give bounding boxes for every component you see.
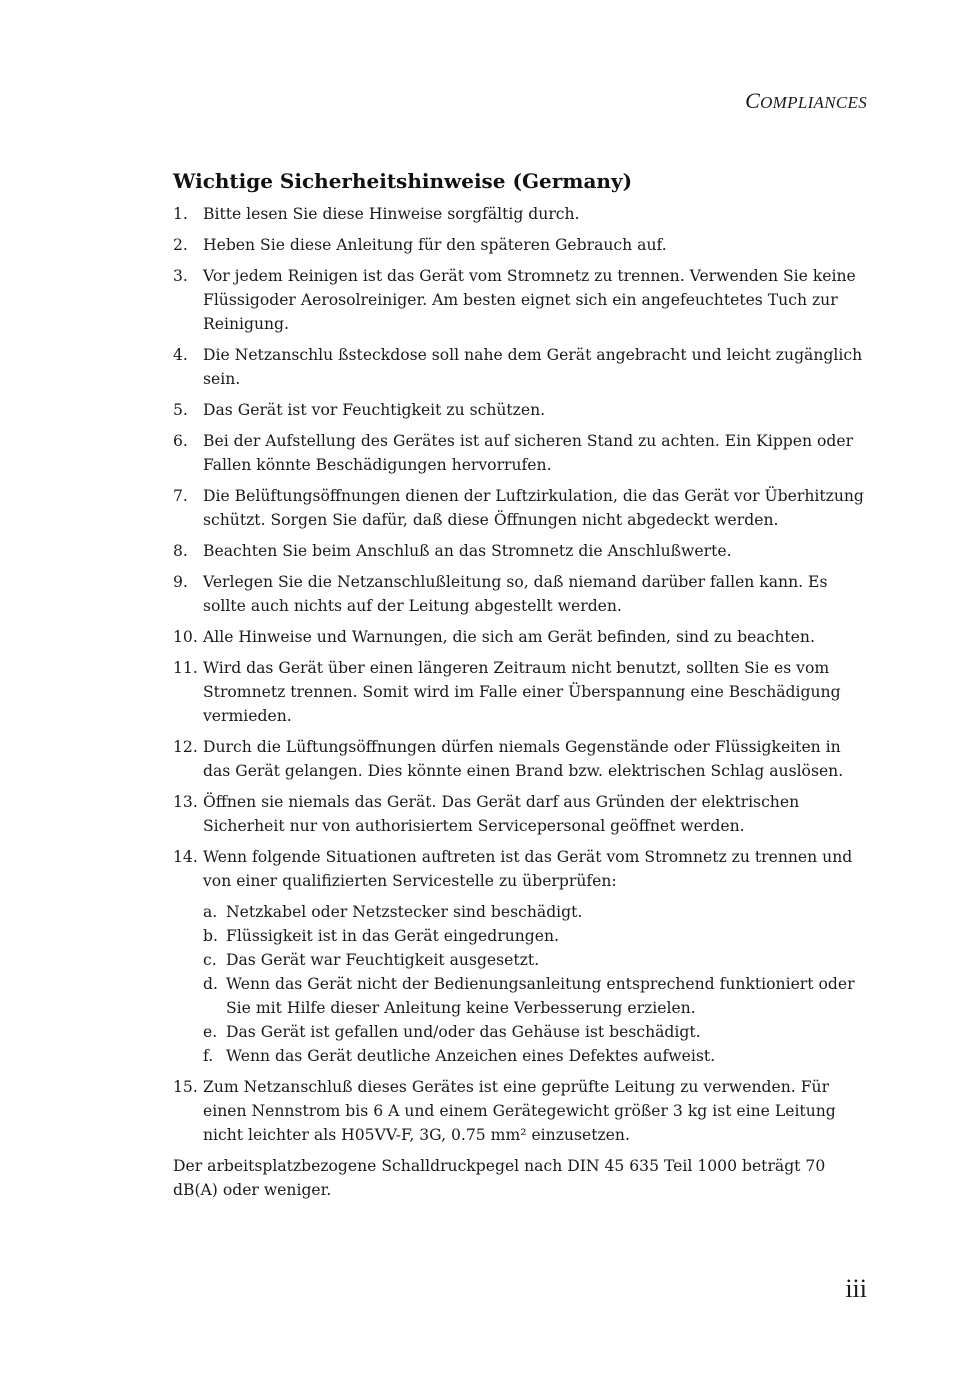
item-text: Verlegen Sie die Netzanschlußleitung so, daß niemand darüber fallen kann. Es sollte auch nichts auf der Leitung abgestellt werden. <box>203 573 828 615</box>
item-number: 5. <box>173 401 188 419</box>
item-text: Bitte lesen Sie diese Hinweise sorgfältig durch. <box>203 205 580 223</box>
item-number: 7. <box>173 487 188 505</box>
list-item <box>173 625 867 649</box>
item-text: Öffnen sie niemals das Gerät. Das Gerät darf aus Gründen der elektrischen Sicherheit nur von authorisiertem Servicepersonal geöffnet werden. <box>203 793 800 835</box>
noise-level-statement: Der arbeitsplatzbezogene Schalldruckpegel nach DIN 45 635 Teil 1000 beträgt 70 dB(A) oder weniger. <box>173 1157 826 1199</box>
item-number: 6. <box>173 432 188 450</box>
sub-list-item <box>203 948 867 972</box>
item-text: Durch die Lüftungsöffnungen dürfen niemals Gegenstände oder Flüssigkeiten in das Gerät gelangen. Dies könnte einen Brand bzw. elektrischen Schlag auslösen. <box>203 738 844 780</box>
sub-list <box>203 900 867 1068</box>
page-content <box>173 166 867 1202</box>
running-head <box>745 88 867 114</box>
item-text: Wenn folgende Situationen auftreten ist das Gerät vom Stromnetz zu trennen und von einer qualifizierten Servicestelle zu überprüfen: <box>203 848 853 890</box>
sub-item-letter: e. <box>203 1023 218 1041</box>
item-number: 13. <box>173 793 198 811</box>
sub-item-text: Netzkabel oder Netzstecker sind beschädigt. <box>226 903 583 921</box>
item-number: 4. <box>173 346 188 364</box>
item-text: Beachten Sie beim Anschluß an das Stromnetz die Anschlußwerte. <box>203 542 732 560</box>
list-item <box>173 656 867 728</box>
sub-item-text: Das Gerät war Feuchtigkeit ausgesetzt. <box>226 951 540 969</box>
list-item <box>173 790 867 838</box>
item-number: 10. <box>173 628 198 646</box>
sub-list-item <box>203 972 867 1020</box>
sub-list-item <box>203 1044 867 1068</box>
list-item <box>173 484 867 532</box>
item-text: Die Belüftungsöffnungen dienen der Luftzirkulation, die das Gerät vor Überhitzung schützt. Sorgen Sie dafür, daß diese Öffnungen nicht abgedeckt werden. <box>203 487 864 529</box>
list-item <box>173 570 867 618</box>
item-number: 8. <box>173 542 188 560</box>
list-item <box>173 398 867 422</box>
item-number: 11. <box>173 659 198 677</box>
item-number: 15. <box>173 1078 198 1096</box>
sub-item-text: Wenn das Gerät deutliche Anzeichen eines Defektes aufweist. <box>226 1047 716 1065</box>
item-text: Alle Hinweise und Warnungen, die sich am Gerät befinden, sind zu beachten. <box>203 628 815 646</box>
sub-list-item <box>203 924 867 948</box>
sub-item-letter: a. <box>203 903 218 921</box>
sub-list-item <box>203 1020 867 1044</box>
item-number: 3. <box>173 267 188 285</box>
sub-item-text: Das Gerät ist gefallen und/oder das Gehäuse ist beschädigt. <box>226 1023 701 1041</box>
item-number: 2. <box>173 236 188 254</box>
list-item <box>173 539 867 563</box>
item-text: Die Netzanschlu ßsteckdose soll nahe dem Gerät angebracht und leicht zugänglich sein. <box>203 346 863 388</box>
item-text: Wird das Gerät über einen längeren Zeitraum nicht benutzt, sollten Sie es vom Stromnetz trennen. Somit wird im Falle einer Überspannung eine Beschädigung vermieden. <box>203 659 841 725</box>
section-title: Wichtige Sicherheitshinweise (Germany) <box>173 169 633 193</box>
sub-item-text: Wenn das Gerät nicht der Bedienungsanleitung entsprechend funktioniert oder Sie mit Hilfe dieser Anleitung keine Verbesserung erzielen. <box>226 975 855 1017</box>
safety-instructions-list <box>173 202 867 1147</box>
page-number: iii <box>845 1274 867 1303</box>
item-number: 14. <box>173 848 198 866</box>
sub-list-item <box>203 900 867 924</box>
list-item <box>173 264 867 336</box>
item-number: 12. <box>173 738 198 756</box>
item-text: Zum Netzanschluß dieses Gerätes ist eine geprüfte Leitung zu verwenden. Für einen Nennstrom bis 6 A und einem Gerätegewicht größer 3 kg ist eine Leitung nicht leichter als H05VV-F, 3G, 0.75 mm² einzusetzen. <box>203 1078 836 1144</box>
running-head-initial: C <box>745 88 761 113</box>
list-item <box>173 233 867 257</box>
sub-item-letter: f. <box>203 1047 214 1065</box>
sub-item-text: Flüssigkeit ist in das Gerät eingedrungen. <box>226 927 560 945</box>
item-text: Heben Sie diese Anleitung für den späteren Gebrauch auf. <box>203 236 667 254</box>
list-item <box>173 845 867 1068</box>
item-number: 9. <box>173 573 188 591</box>
list-item <box>173 735 867 783</box>
item-text: Vor jedem Reinigen ist das Gerät vom Stromnetz zu trennen. Verwenden Sie keine Flüssigoder Aerosolreiniger. Am besten eignet sich ein angefeuchtetes Tuch zur Reinigung. <box>203 267 856 333</box>
running-head-rest: OMPLIANCES <box>760 93 867 112</box>
item-text: Das Gerät ist vor Feuchtigkeit zu schützen. <box>203 401 546 419</box>
sub-item-letter: d. <box>203 975 218 993</box>
item-number: 1. <box>173 205 188 223</box>
sub-item-letter: b. <box>203 927 218 945</box>
sub-item-letter: c. <box>203 951 217 969</box>
list-item <box>173 202 867 226</box>
list-item <box>173 429 867 477</box>
item-text: Bei der Aufstellung des Gerätes ist auf sicheren Stand zu achten. Ein Kippen oder Fallen könnte Beschädigungen hervorrufen. <box>203 432 854 474</box>
list-item <box>173 1075 867 1147</box>
list-item <box>173 343 867 391</box>
